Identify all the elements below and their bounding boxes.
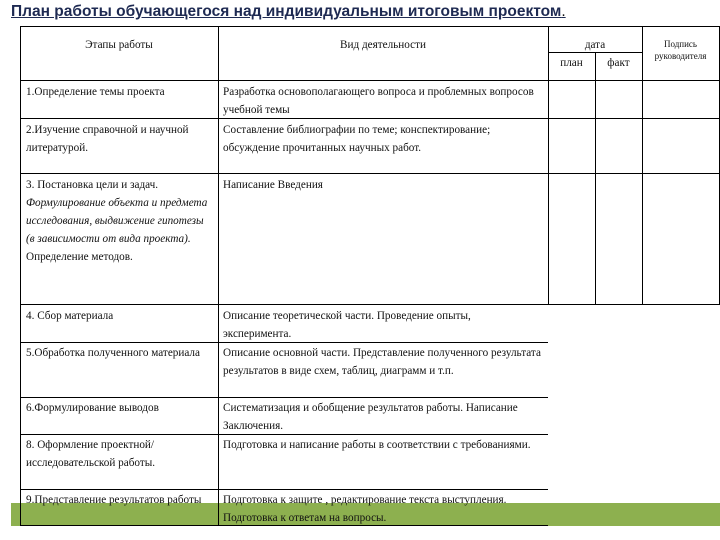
row-4-stage: 4. Сбор материала [26, 310, 114, 322]
header-signature: Подпись руководителя [654, 39, 707, 61]
header-stages: Этапы работы [85, 39, 153, 51]
header-plan: план [560, 57, 583, 69]
row-2-activity: Составление библиографии по теме; конспектирование; обсуждение прочитанных научных работ. [223, 124, 491, 154]
row-4-activity: Описание теоретической части. Проведение опыты, эксперимента. [223, 310, 471, 340]
row-8-stage: 9.Представление результатов работы [26, 494, 202, 506]
row-6-stage: 6.Формулирование выводов [26, 402, 159, 414]
row-1-activity: Разработка основополагающего вопроса и проблемных вопросов учебной темы [223, 86, 534, 116]
row-7-activity: Подготовка и написание работы в соответствии с требованиями. [223, 439, 531, 451]
header-fact: факт [607, 57, 630, 69]
header-activity: Вид деятельности [340, 39, 426, 51]
row-8-activity: Подготовка к защите , редактирование текста выступления. Подготовка к ответам на вопросы. [223, 494, 507, 524]
row-6-activity: Систематизация и обобщение результатов работы. Написание Заключения. [223, 402, 518, 432]
row-3-activity: Написание Введения [223, 179, 323, 191]
row-3-stage: 3. Постановка цели и задач. Формулирование объекта и предмета исследования, выдвижение гипотезы (в зависимости от вида проекта). Определение методов. [26, 179, 208, 263]
row-5-stage: 5.Обработка полученного материала [26, 347, 200, 359]
row-5-activity: Описание основной части. Представление полученного результата результатов в виде схем, таблиц, диаграмм и т.п. [223, 347, 541, 377]
row-1-stage: 1.Определение темы проекта [26, 86, 165, 98]
page-title: План работы обучающегося над индивидуальным итоговым проектом. [11, 3, 566, 20]
row-7-stage: 8. Оформление проектной/исследовательской работы. [26, 439, 156, 469]
header-date: дата [584, 39, 606, 51]
row-2-stage: 2.Изучение справочной и научной литературой. [26, 124, 189, 154]
